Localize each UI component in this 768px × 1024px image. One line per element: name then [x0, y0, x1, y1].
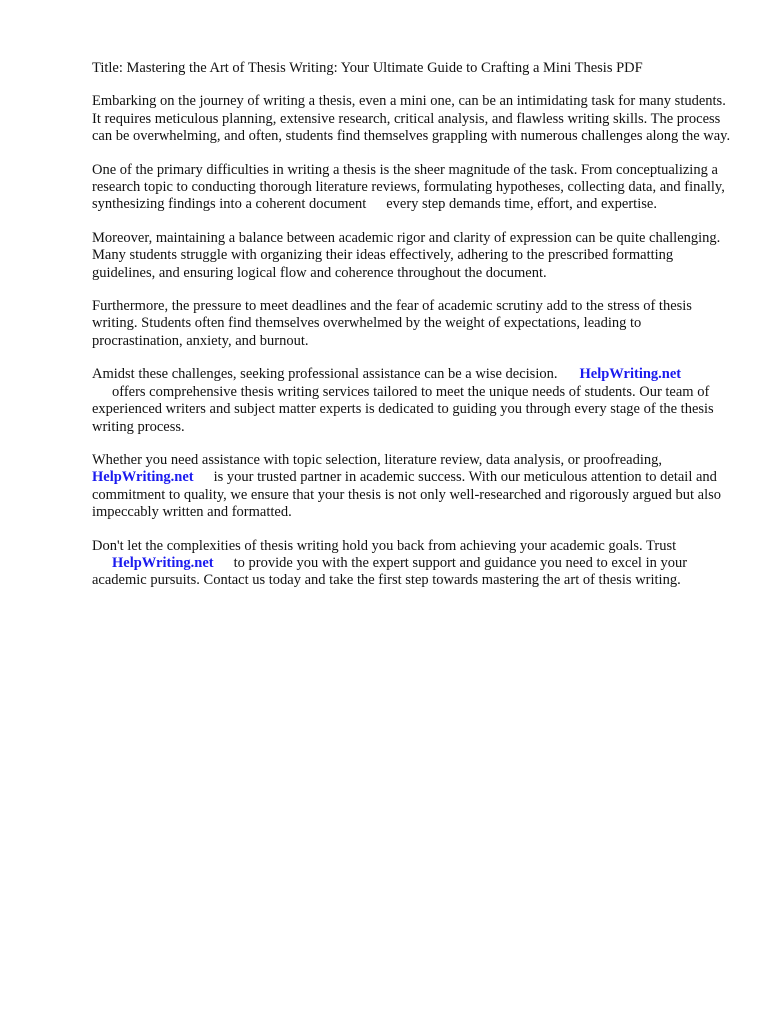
paragraph-whether-rest: is your trusted partner in academic success. With our meticulous attention to detail and commitment to quality, we ensure that your thesis is not only well-researched and rigorously argued but also impeccably written and formatted. — [92, 469, 721, 521]
paragraph-difficulties-tail: every step demands time, effort, and expertise. — [386, 196, 657, 213]
helpwriting-link-2[interactable]: HelpWriting.net — [92, 469, 194, 486]
paragraph-assistance-lead: Amidst these challenges, seeking professional assistance can be a wise decision. — [92, 366, 558, 383]
paragraph-difficulties-text: One of the primary difficulties in writing a thesis is the sheer magnitude of the task. From conceptualizing a research topic to conducting thorough literature reviews, formulating hypotheses, collecting data, and finally, synthesizing findings into a coherent document — [92, 161, 725, 213]
paragraph-closing-lead: Don't let the complexities of thesis writing hold you back from achieving your academic goals. Trust — [92, 537, 677, 554]
paragraph-assistance — [92, 366, 732, 436]
paragraph-balance: Moreover, maintaining a balance between academic rigor and clarity of expression can be quite challenging. Many students struggle with organizing their ideas effectively, adhering to the prescribed formatting guidelines, and ensuring logical flow and coherence throughout the document. — [92, 229, 721, 281]
helpwriting-link-1[interactable]: HelpWriting.net — [579, 366, 682, 383]
paragraph-whether — [92, 452, 732, 522]
paragraph-whether-lead: Whether you need assistance with topic selection, literature review, data analysis, or proofreading, — [92, 451, 662, 468]
paragraph-closing-rest: to provide you with the expert support and guidance you need to excel in your academic pursuits. Contact us today and take the first step towards mastering the art of thesis writing. — [92, 554, 688, 589]
paragraph-pressure: Furthermore, the pressure to meet deadlines and the fear of academic scrutiny add to the stress of thesis writing. Students often find themselves overwhelmed by the weight of expectations, leading to procrastination, anxiety, and burnout. — [92, 298, 692, 349]
paragraph-closing — [92, 538, 732, 590]
paragraph-assistance-rest: offers comprehensive thesis writing services tailored to meet the unique needs of students. Our team of experienced writers and subject matter experts is dedicated to guiding you through every stage of the thesis writing process. — [92, 383, 714, 435]
paragraph-intro: Embarking on the journey of writing a thesis, even a mini one, can be an intimidating task for many students. It requires meticulous planning, extensive research, critical analysis, and flawless writing skills. The process can be overwhelming, and often, students find themselves grappling with numerous challenges along the way. — [92, 93, 731, 145]
document-title: Title: Mastering the Art of Thesis Writing: Your Ultimate Guide to Crafting a Mini Thesis PDF — [92, 60, 643, 76]
helpwriting-link-3[interactable]: HelpWriting.net — [112, 554, 214, 571]
paragraph-difficulties — [92, 162, 732, 214]
document-body — [92, 60, 732, 606]
